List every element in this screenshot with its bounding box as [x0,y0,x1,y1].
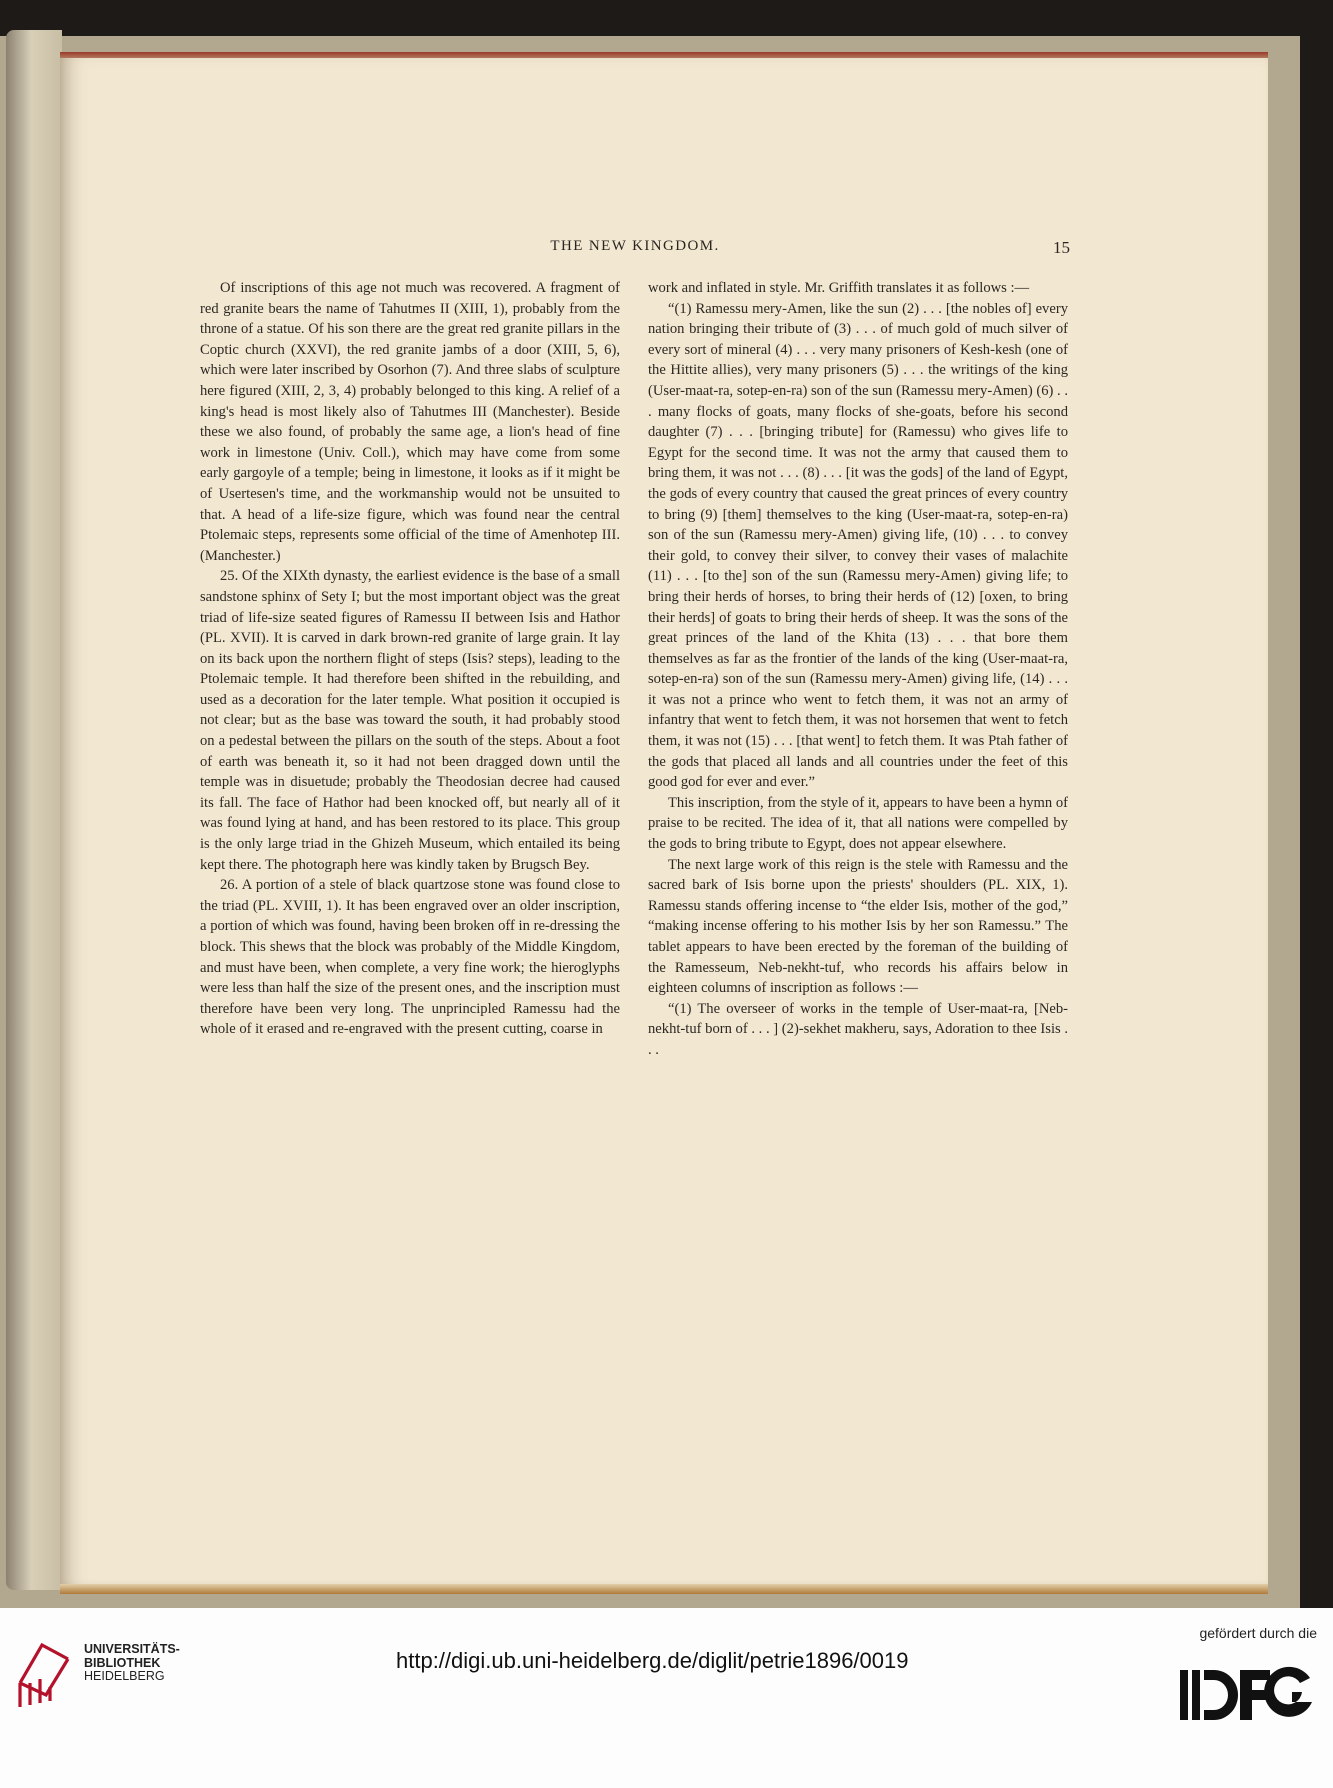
left-page-edge [6,30,62,1590]
page-number: 15 [1053,238,1070,257]
paragraph: The next large work of this reign is the stele with Ramessu and the sacred bark of Isis borne upon the priests' shoulders (PL. XIX, 1). Ramessu stands offering incense to “the elder Isis, mother of the god,” “making incense offering to his mother Isis by her son Ramessu.” The tablet appears to have been erected by the foreman of the building of the Ramesseum, Neb-nekht-tuf, who records his affairs below in eighteen columns of inscription as follows :— [648,856,1068,997]
university-library-logo-icon [12,1637,76,1713]
permalink-url[interactable]: http://digi.ub.uni-heidelberg.de/diglit/petrie1896/0019 [396,1648,909,1673]
paragraph: Of inscriptions of this age not much was recovered. A fragment of red granite bears the name of Tahutmes II (XIII, 1), probably from the throne of a statue. Of his son there are the great red granite pillars in the Coptic church (XXVI), the red granite jambs of a door (XIII, 5, 6), which were later inscribed by Osorhon (7). And three slabs of sculpture here figured (XIII, 2, 3, 4) probably belonged to this king. A relief of a king's head is most likely also of Tahutmes III (Manchester). Beside these we also found, of probably the same age, a lion's head of fine work in limestone (Univ. Coll.), which may have come from some early gargoyle of a temple; being in limestone, it looks as if it might be of Usertesen's time, and the workmanship would not be unsuited to that. A head of a life-size figure, which was found near the central Ptolemaic steps, represents some official of the time of Amenhotep III. (Manchester.) [200,280,620,564]
paragraph: 25. Of the XIXth dynasty, the earliest evidence is the base of a small sandstone sphinx of Sety I; but the most important object was the great triad of life-size seated figures of Ramessu II between Isis and Hathor (PL. XVII). It is carved in dark brown-red granite of large grain. It lay on its back upon the northern flight of steps (Isis? steps), leading to the Ptolemaic temple. It had therefore been shifted in the rebuilding, and used as a decoration for the later temple. What position it occupied is not clear; but as the base was toward the south, it had probably stood on a pedestal between the pillars on the south of the steps. About a foot of earth was beneath it, so it had not been dragged down until the temple was in disuetude; probably the Theodosian decree had caused its fall. The face of Hathor had been knocked off, but nearly all of it was found lying at hand, and has been restored to its place. This group is the only large triad in the Ghizeh Museum, which entailed its being kept there. The photograph here was kindly taken by Brugsch Bey. [200,568,620,873]
right-text-column [648,278,1068,1408]
paragraph-continued: work and inflated in style. Mr. Griffith translates it as follows :— [648,280,1030,296]
library-name-line: UNIVERSITÄTS- [84,1642,180,1656]
running-head [200,238,1070,262]
left-text-column [200,278,620,1408]
paragraph: 26. A portion of a stele of black quartzose stone was found close to the triad (PL. XVIII, 1). It has been engraved over an older inscription, a portion of which was found, having been broken off in re-dressing the block. This shews that the block was probably of the Middle Kingdom, and must have been, when complete, a very fine work; the hieroglyphs were less than half the size of the present ones, and the inscription must therefore have been very long. The unprincipled Ramessu had the whole of it erased and re-engraved with the present cutting, coarse in [200,877,620,1038]
library-name-line: BIBLIOTHEK [84,1655,161,1670]
running-head-title: THE NEW KINGDOM. [550,238,720,254]
funded-by-label: gefördert durch die [1199,1625,1317,1641]
paragraph: This inscription, from the style of it, appears to have been a hymn of praise to be recited. The idea of it, that all nations were compelled by the gods to bring tribute to Egypt, does not appear elsewhere. [648,794,1069,853]
university-library-name [84,1643,244,1684]
dfg-logo-icon [1180,1664,1312,1724]
library-name-line: HEIDELBERG [84,1669,165,1683]
page-bottom-edge [60,1584,1268,1594]
paragraph: “(1) The overseer of works in the temple of User-maat-ra, [Neb-nekht-tuf born of . . . ] (2)-sekhet makheru, says, Adoration to thee Isis . . . [648,1000,1068,1058]
paragraph: “(1) Ramessu mery-Amen, like the sun (2) . . . [the nobles of] every nation bringing their tribute of (3) . . . of much gold of much silver of every sort of mineral (4) . . . very many prisoners of Kesh-kesh (one of the Hittite allies), very many prisoners (5) . . . the writings of the king (User-maat-ra, sotep-en-ra) son of the sun (Ramessu mery-Amen) (6) . . . many flocks of goats, many flocks of she-goats, before his second daughter (7) . . . [bringing tribute] for (Ramessu) who gives life to Egypt for the second time. It was not the army that caused them to bring them, it was not . . . (8) . . . [it was the gods] of the land of Egypt, the gods of every country that caused the great princes of every country to bring (9) [them] themselves to the king (User-maat-ra, sotep-en-ra) son of the sun (Ramessu mery-Amen) giving life, (10) . . . to convey their gold, to convey their silver, to convey their vases of malachite (11) . . . [to the] son of the sun (Ramessu mery-Amen) giving life; to bring their herds of horses, to bring their herds of (12) [oxen, to bring their herds] of goats to bring their herds of sheep. It was the sons of the great princes of the land of the Khita (13) . . . that bore them themselves as far as the frontier of the lands of the king (User-maat-ra, sotep-en-ra) son of the sun (Ramessu mery-Amen) giving life, (14) . . . it was not a prince who went to fetch them, it was not an army of infantry that went to fetch them, it was not horsemen that went to fetch them, it was not (15) . . . [that went] to fetch them. It was Ptah father of the gods that placed all lands and all countries under the feet of this good god for ever and ever.” [648,300,1068,791]
viewer-footer [0,1608,1333,1788]
